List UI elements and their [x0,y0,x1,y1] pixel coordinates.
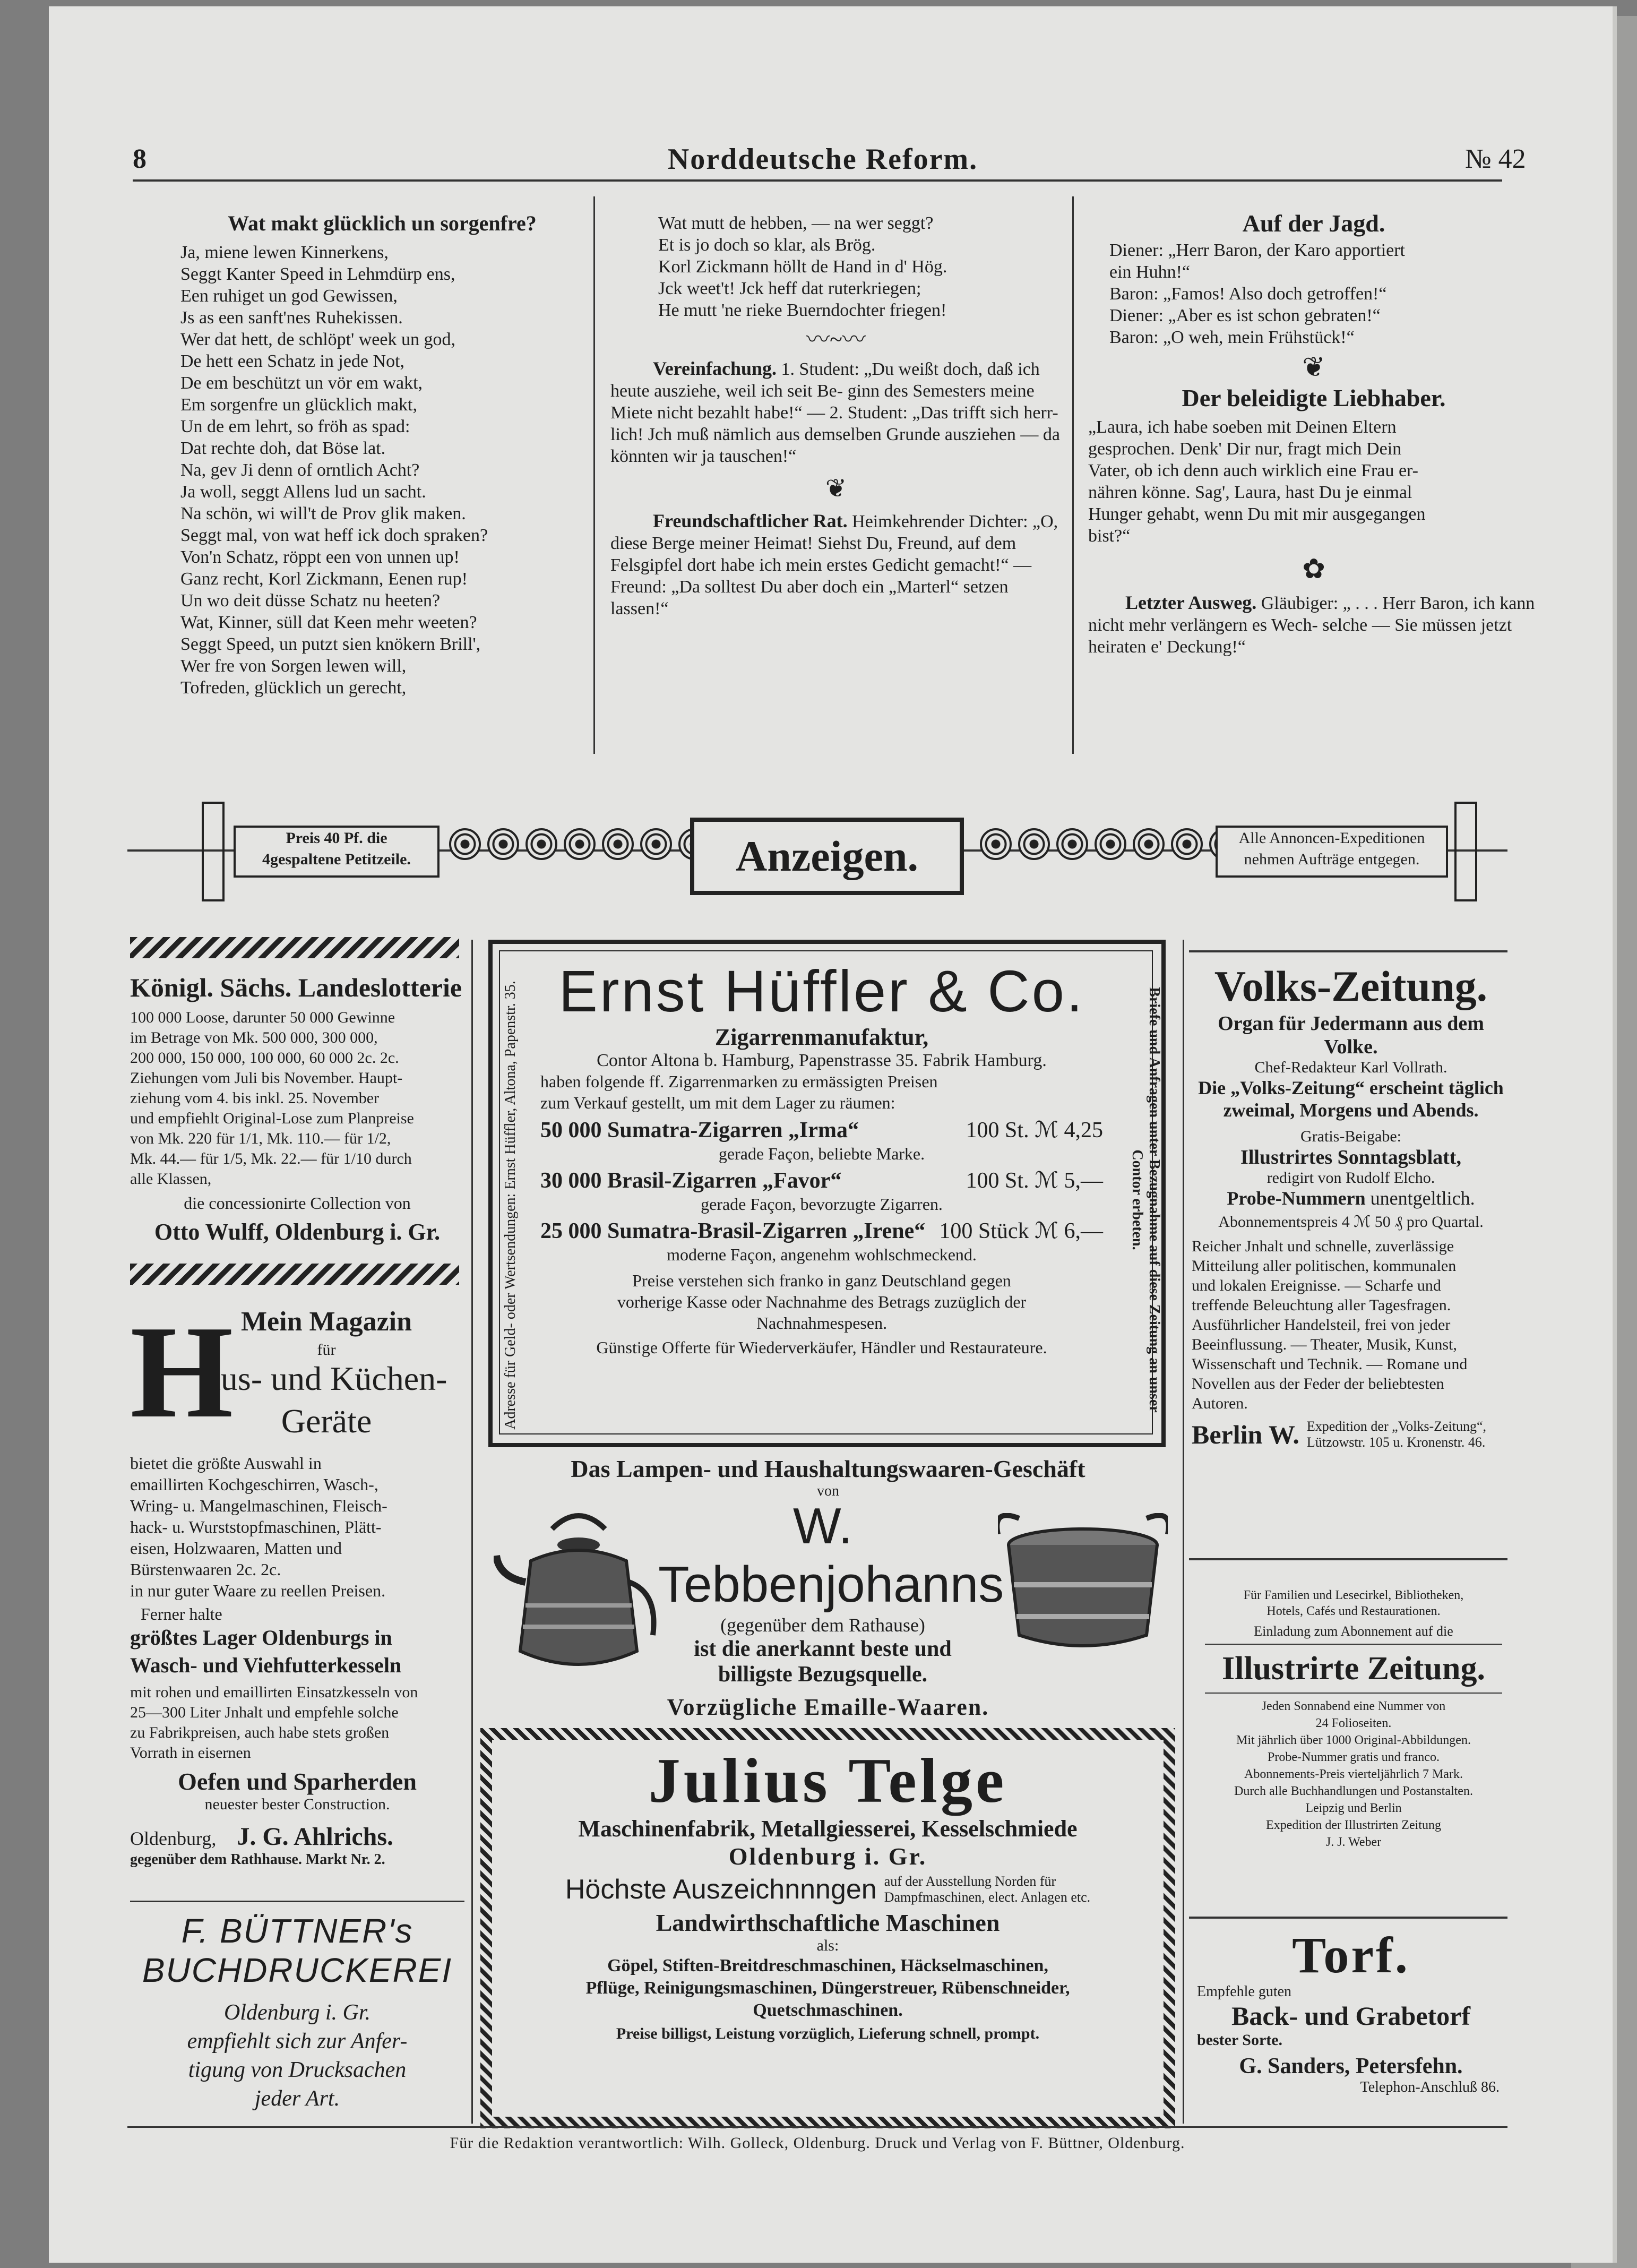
poem-line: Jck weet't! Jck heff dat ruterkriegen; [658,279,921,298]
magazin-line: eisen, Holzwaaren, Matten und [130,1539,342,1558]
magazin-neuester: neuester bester Construction. [204,1796,390,1813]
volks-line: Novellen aus der Feder der beliebtesten [1192,1375,1444,1393]
hueffler-outro-line: Nachnahmespesen. [756,1313,888,1333]
hueffler-outro [540,1270,1103,1334]
illustr-top-2: Hotels, Cafés und Restaurationen. [1266,1604,1441,1618]
anzeigen-title: Anzeigen. [690,818,964,895]
expedition-line: Alle Annoncen-Expeditionen [1238,829,1425,847]
buettner-line: empfiehlt sich zur Anfer- [187,2029,408,2054]
lottery-body [130,1008,464,1189]
volks-l2: Chef-Redakteur Karl Vollrath. [1254,1059,1448,1076]
poem-line: Wer fre von Sorgen lewen will, [180,656,407,676]
buettner-line: tigung von Drucksachen [188,2058,407,2082]
illustr-top-1: Für Familien und Lesecirkel, Bibliotheken, [1243,1588,1464,1602]
lottery-line: 200 000, 150 000, 100 000, 60 000 2c. 2c. [130,1049,399,1067]
text-line: Heimkehrender [852,512,964,531]
magazin-l1: Mein Magazin [240,1307,412,1337]
illustr-line: Jeden Sonnabend eine Nummer von [1261,1699,1446,1713]
volks-exp [1307,1419,1486,1450]
volks-l3: Die „Volks-Zeitung“ erscheint täglich [1198,1077,1504,1098]
price-box [234,826,440,878]
flourish-icon: 〰︎~〰︎ [806,327,866,353]
magazin-city-line [130,1822,464,1851]
torf-l5: Telephon-Anschluß 86. [1360,2079,1500,2095]
telge-list [501,1955,1155,2022]
text-line: 1. Student: „Du weißt [781,359,939,379]
poem-line: Et is jo doch so klar, als Brög. [658,235,876,255]
illustr-line: Durch alle Buchhandlungen und Postanstalten. [1234,1784,1473,1798]
poem-line: Js as een sanft'nes Ruhekissen. [180,308,403,328]
cauldron-icon [998,1513,1168,1672]
magazin-city: Oldenburg, [130,1828,217,1849]
hueffler-items [540,1116,1103,1265]
poem-line: Wat mutt de hebben, — na wer seggt? [658,213,934,233]
poem-line: Un wo deit düsse Schatz nu heeten? [180,591,441,611]
bird-ornament-icon: ❦ [1302,353,1325,383]
text-line: Du, Freund, auf dem Felsgipfel dort habe ich [610,534,1016,575]
text-line: Diener: „Aber es ist schon gebraten!“ [1109,306,1381,325]
volks-l6: Illustrirtes Sonntagsblatt, [1240,1146,1461,1169]
volks-berlin-line [1192,1419,1510,1450]
hueffler-item-name: 50 000 Sumatra-Zigarren „Irma“ [540,1118,859,1142]
telge-l3 [501,1874,1155,1905]
magazin-line: zu Fabrikpreisen, auch habe stets großen [130,1724,390,1741]
column-rule-1 [593,196,595,754]
lottery-firm: Otto Wulff, Oldenburg i. Gr. [154,1219,441,1245]
magazin-big2: Wasch- und Viehfutterkesseln [130,1653,402,1677]
ad-rule [130,1901,464,1902]
poem-line: Seggt Kanter Speed in Lehmdürp ens, [180,264,455,284]
telge-l3b-line: Dampfmaschinen, elect. Anlagen etc. [884,1889,1091,1905]
hueffler-outro-line: Preise verstehen sich franko in ganz Deutschland gegen [632,1271,1011,1290]
poem-line: Un de em lehrt, so fröh as spad: [180,417,410,436]
hueffler-item-price: 100 St. ℳ 4,25 [966,1118,1103,1142]
lottery-title: Königl. Sächs. Landeslotterie [130,973,462,1002]
hueffler-intro-line: haben folgende ff. Zigarrenmarken zu ermässigten Preisen [540,1072,938,1091]
text-line: ginn des Semesters meine Miete nicht bezahlt [610,381,1035,423]
issue-number: № 42 [1465,144,1526,174]
magazin-line: emaillirten Kochgeschirren, Wasch-, [130,1475,378,1494]
humor-title-jagd: Auf der Jagd. [1242,210,1385,237]
text-line: gesprochen. Denk' Dir nur, fragt mich Dein [1088,439,1402,459]
magazin-line: 25—300 Liter Jnhalt und empfehle solche [130,1704,399,1721]
lottery-sub: die concessionirte Collection von [184,1193,411,1213]
buettner-body [130,1998,464,2113]
telge-line: Göpel, Stiften-Breitdreschmaschinen, Häckselmaschinen, [607,1956,1048,1975]
ad-column-rule-2 [1183,940,1184,2124]
hueffler-item-row [540,1167,1103,1195]
illustr-body [1205,1698,1502,1851]
hueffler-title: Ernst Hüffler & Co. [558,959,1085,1024]
lottery-ad [130,972,464,1245]
poem-line: Em sorgenfre un glücklich makt, [180,395,417,415]
illustr-line: J. J. Weber [1325,1835,1382,1849]
ad-rule [1189,950,1507,952]
telge-last: Preise billigst, Leistung vorzüglich, Lieferung schnell, prompt. [616,2025,1040,2042]
text-line: Dichter: „O, diese Berge meiner Heimat! Siehst [610,512,1058,553]
volks-line: Autoren. [1192,1395,1248,1412]
text-line: ausziehen — da könnten wir ja tauschen!“ [610,425,1060,466]
column-rule-2 [1072,196,1074,754]
lottery-line: und empfiehlt Original-Lose zum Planpreise [130,1110,414,1127]
text-line: doch, daß ich heute ausziehe, weil ich seit Be- [610,359,1040,401]
poem-line: Wer dat hett, de schlöpt' week un god, [180,330,455,349]
hueffler-item-desc: gerade Façon, beliebte Marke. [718,1144,925,1163]
torf-title: Torf. [1292,1927,1410,1983]
magazin-l4: Geräte [281,1402,372,1440]
ad-rule [1189,1558,1507,1560]
price-line: Preis 40 Pf. die [286,829,387,847]
text-line: Hunger gehabt, wenn Du mit mir ausgegangen [1088,504,1426,524]
anecdote-column [610,212,1062,620]
magazin-line: Bürstenwaaren 2c. 2c. [130,1560,281,1579]
kettle-icon [494,1497,664,1688]
banner-pillar-left [202,802,225,901]
hueffler-intro [540,1071,1103,1113]
telge-l3a: Höchste Auszeichnnngen [565,1874,877,1905]
bird-ornament-icon: ❦ [825,475,847,503]
magazin-initial: H [130,1299,234,1446]
poem-line: He mutt 'ne rieke Buerndochter friegen! [658,300,947,320]
volks-exp-line: Expedition der „Volks-Zeitung“, [1306,1419,1487,1434]
poem-line: Een ruhiget un god Gewissen, [180,286,398,306]
volks-l7: redigirt von Rudolf Elcho. [1266,1169,1435,1187]
tebben-l3: ist die anerkannt beste und [694,1637,952,1661]
text-line: Baron, ich kann nicht mehr verlängern es Wech- [1088,594,1535,635]
poem-line: Ganz recht, Korl Zickmann, Eenen rup! [180,569,468,589]
magazin-line: Wring- u. Mangelmaschinen, Fleisch- [130,1496,387,1515]
text-line: Gläubiger: „ . . . Herr [1261,594,1416,613]
buettner-ad [130,1911,464,2113]
telge-line: Quetschmaschinen. [753,2000,903,2020]
hueffler-item [540,1217,1103,1265]
text-line: lich! Jch muß nämlich aus demselben Grunde [610,425,941,444]
poem-line: Korl Zickmann höllt de Hand in d' Hög. [658,257,947,277]
magazin-body2 [130,1682,464,1763]
zigzag-ornament [130,937,459,958]
page-number: 8 [133,144,147,174]
poem-title: Wat makt glücklich un sorgenfre? [228,211,537,235]
buettner-line: jeder Art. [254,2086,340,2111]
poem-line: Ja, miene lewen Kinnerkens, [180,243,389,262]
text-line: solltest Du aber doch ein „Marterl“ setzen lassen!“ [610,577,1009,618]
hueffler-side-right: Briefe und Anfragen unter Bezugnahme auf diese Zeitung an unser Contor erbeten. [1129,987,1162,1413]
volks-l9: Abonnementspreis 4 ℳ 50 ₰ pro Quartal. [1218,1213,1484,1231]
hueffler-item [540,1116,1103,1164]
magazin-ad [130,1299,464,1868]
hueffler-content [540,960,1103,1358]
humor-title-liebhaber: Der beleidigte Liebhaber. [1182,384,1446,411]
illustr-line: Probe-Nummer gratis und franco. [1268,1750,1440,1764]
humor-body-jagd [1088,239,1539,348]
tebben-l2: (gegenüber dem Rathause) [720,1614,925,1636]
tebben-l4: billigste Bezugsquelle. [718,1662,928,1687]
torf-l3: bester Sorte. [1197,2031,1283,2049]
tebben-l5: Vorzügliche Emaille-Waaren. [667,1694,989,1720]
footer-rule [127,2126,1507,2128]
text-line: mein erstes Gedicht gemacht!“ — Freund: „Da [610,555,1032,597]
hueffler-offerte: Günstige Offerte für Wiederverkäufer, Händler und Restaurateure. [596,1338,1047,1357]
volks-line: Reicher Jnhalt und schnelle, zuverlässige [1192,1238,1454,1255]
poem-line: Ja woll, seggt Allens lud un sacht. [180,482,426,502]
lottery-line: im Betrage von Mk. 500 000, 300 000, [130,1029,378,1046]
illustr-line: Mit jährlich über 1000 Original-Abbildungen. [1236,1733,1471,1747]
footer-imprint: Für die Redaktion verantwortlich: Wilh. Golleck, Oldenburg. Druck und Verlag von F. Büttner, Oldenburg. [450,2134,1185,2152]
magazin-oefen: Oefen und Sparherden [178,1768,417,1795]
telge-content [492,1740,1164,2049]
text-line: Vater, ob ich denn auch wirklich eine Frau er- [1088,461,1418,480]
lottery-line: von Mk. 220 für 1/1, Mk. 110.— für 1/2, [130,1130,391,1147]
lottery-line: ziehung vom 4. bis inkl. 25. November [130,1089,380,1107]
volks-ad [1192,961,1510,1450]
telge-l3b-line: auf der Ausstellung Norden für [884,1874,1056,1889]
illustr-ad [1205,1587,1502,1851]
banner-pillar-right [1454,802,1477,901]
illustr-line: Expedition der Illustrirten Zeitung [1266,1818,1441,1832]
text-line: nähren könne. Sag', Laura, hast Du je einmal [1088,483,1412,502]
volks-l8b: unentgeltlich. [1370,1188,1475,1209]
torf-l4: G. Sanders, Petersfehn. [1239,2054,1463,2078]
text-line: Diener: „Herr Baron, der Karo apportiert [1109,240,1405,260]
poem-line: De hett een Schatz in jede Not, [180,351,405,371]
poem-line: Na schön, wi will't de Prov glik maken. [180,504,466,523]
telge-l3b [884,1874,1090,1905]
text-line: habe!“ — 2. Student: „Das trifft sich herr- [754,403,1058,423]
magazin-ferner: Ferner halte [141,1604,222,1623]
tebben-name: W. Tebbenjohanns [658,1498,1004,1613]
buettner-l2: BUCHDRUCKEREI [142,1951,453,1989]
volks-line: und lokalen Ereignisse. — Scharfe und [1192,1277,1441,1294]
zigzag-ornament [130,1264,459,1285]
anecdote-rat [610,510,1062,620]
volks-l4: zweimal, Morgens und Abends. [1223,1099,1479,1121]
telge-ad [480,1728,1175,2128]
magazin-firm: J. G. Ahlrichs. [237,1823,394,1851]
masthead-title: Norddeutsche Reform. [667,143,978,176]
text-line: selche — Sie müssen jetzt heiraten e' Deckung!“ [1088,615,1512,657]
magazin-line: in nur guter Waare zu reellen Preisen. [130,1581,386,1600]
poem-line: De em beschützt un vör em wakt, [180,373,423,393]
torf-ad [1192,1927,1510,2096]
hueffler-side-left: Adresse für Geld- oder Wertsendungen: Ernst Hüffler, Altona, Papenstr. 35. [502,981,519,1430]
tebben-l1: Das Lampen- und Haushaltungswaaren-Geschäft [571,1455,1085,1482]
tebben-center [658,1497,1004,1687]
telge-line: Pflüge, Reinigungsmaschinen, Düngerstreuer, Rübenschneider, [585,1978,1070,1998]
telge-l2: Oldenburg i. Gr. [728,1843,927,1870]
poem-ending [610,212,1062,321]
volks-line: Wissenschaft und Technik. — Romane und [1192,1355,1468,1373]
volks-line: Ausführlicher Handelsteil, frei von jeder [1192,1316,1451,1334]
text-line: bist?“ [1088,526,1131,546]
hueffler-item-price: 100 Stück ℳ 6,— [939,1219,1103,1243]
expedition-box [1216,826,1448,878]
volks-exp-line: Lützowstr. 105 u. Kronenstr. 46. [1306,1434,1486,1450]
torf-l2: Back- und Grabetorf [1231,2001,1470,2031]
poem-lines [180,242,584,699]
hueffler-item-name: 30 000 Brasil-Zigarren „Favor“ [540,1169,842,1193]
hueffler-item [540,1167,1103,1214]
volks-berlin: Berlin W. [1192,1420,1299,1449]
volks-line: Mitteilung aller politischen, kommunalen [1192,1257,1457,1275]
poem-line: Von'n Schatz, röppt een von unnen up! [180,547,460,567]
poem-column [180,212,584,699]
flower-ornament-icon: ✿ [1302,554,1325,585]
poem-line: Na, gev Ji denn of orntlich Acht? [180,460,420,480]
text-line: ein Huhn!“ [1109,262,1191,282]
expedition-line: nehmen Aufträge entgegen. [1244,850,1420,868]
ad-column-rule-1 [471,940,473,2124]
illustr-line: Abonnements-Preis vierteljährlich 7 Mark. [1244,1767,1463,1781]
volks-l5: Gratis-Beigabe: [1300,1128,1401,1145]
hueffler-addr: Contor Altona b. Hamburg, Papenstrasse 35. Fabrik Hamburg. [597,1051,1047,1070]
volks-l8a: Probe-Nummern [1227,1188,1366,1209]
telge-l4: Landwirthschaftliche Maschinen [656,1909,1000,1936]
magazin-line: mit rohen und emaillirten Einsatzkesseln von [130,1683,418,1701]
magazin-body [130,1453,464,1601]
illustr-line: 24 Folioseiten. [1315,1716,1392,1730]
magazin-big1: größtes Lager Oldenburgs in [130,1626,392,1650]
volks-title: Volks-Zeitung. [1214,962,1488,1010]
lottery-line: alle Klassen, [130,1170,212,1188]
magazin-line: bietet die größte Auswahl in [130,1454,322,1473]
lottery-line: Ziehungen vom Juli bis November. Haupt- [130,1069,403,1087]
hueffler-item-desc: moderne Façon, angenehm wohlschmeckend. [667,1245,977,1264]
hueffler-item-row [540,1217,1103,1245]
tebben-ad [488,1455,1168,1731]
illustr-line: Leipzig und Berlin [1305,1801,1402,1815]
magazin-l2: für [317,1341,336,1359]
poem-line: Seggt Speed, un putzt sien knökern Brill', [180,634,481,654]
hueffler-item-price: 100 St. ℳ 5,— [966,1169,1103,1193]
lottery-line: Mk. 44.— für 1/5, Mk. 22.— für 1/10 durch [130,1150,412,1167]
humor-ausweg [1088,592,1539,658]
header-rule [133,179,1502,182]
humor-title-ausweg: Letzter Ausweg. [1125,592,1257,613]
poem-line: Seggt mal, von wat heff ick doch spraken? [180,526,488,545]
poem-line: Dat rechte doh, dat Böse lat. [180,439,386,458]
volks-l1: Organ für Jedermann aus dem Volke. [1218,1012,1484,1058]
volks-body [1192,1236,1510,1413]
text-line: „Laura, ich habe soeben mit Deinen Eltern [1088,417,1397,437]
buettner-line: Oldenburg i. Gr. [223,2000,371,2025]
poem-line: Wat, Kinner, süll dat Keen mehr weeten? [180,613,477,632]
magazin-addr: gegenüber dem Rathhause. Markt Nr. 2. [130,1851,385,1868]
humor-column [1088,212,1539,658]
ad-rule [1189,1917,1507,1919]
hueffler-item-name: 25 000 Sumatra-Brasil-Zigarren „Irene“ [540,1219,926,1243]
hueffler-item-row [540,1116,1103,1144]
illustr-title: Illustrirte Zeitung. [1205,1644,1502,1694]
anzeigen-banner [127,791,1507,913]
tebben-von: von [817,1483,839,1499]
telge-als: als: [816,1937,839,1954]
volks-line: treffende Beleuchtung aller Tagesfragen. [1192,1296,1451,1314]
hueffler-outro-line: vorherige Kasse oder Nachnahme des Betrags zuzüglich der [617,1292,1027,1311]
humor-body-liebhaber [1088,416,1539,547]
volks-line: Beeinflussung. — Theater, Musik, Kunst, [1192,1336,1457,1353]
magazin-line: Vorrath in eisernen [130,1744,251,1762]
hueffler-ad [488,940,1166,1447]
magazin-l3: aus- und Küchen- [205,1360,447,1397]
telge-name: Julius Telge [648,1745,1007,1816]
poem-line: Tofreden, glücklich un gerecht, [180,678,407,698]
hueffler-sub: Zigarrenmanufaktur, [714,1024,929,1050]
telge-l1: Maschinenfabrik, Metallgiesserei, Kesselschmiede [578,1816,1078,1842]
magazin-line: hack- u. Wurststopfmaschinen, Plätt- [130,1517,382,1536]
hueffler-intro-line: zum Verkauf gestellt, um mit dem Lager zu räumen: [540,1093,895,1112]
anecdote-title: Vereinfachung. [653,358,777,379]
illustr-einl: Einladung zum Abonnement auf die [1254,1623,1453,1639]
torf-l1: Empfehle guten [1197,1983,1292,2000]
lottery-line: 100 000 Loose, darunter 50 000 Gewinne [130,1009,395,1026]
buettner-l1: F. BÜTTNER's [181,1912,413,1950]
price-line: 4gespaltene Petitzeile. [262,850,411,868]
anecdote-title: Freundschaftlicher Rat. [653,510,848,531]
volks-l8 [1192,1187,1510,1209]
hueffler-item-desc: gerade Façon, bevorzugte Zigarren. [701,1195,943,1214]
text-line: Baron: „Famos! Also doch getroffen!“ [1109,284,1387,304]
text-line: Baron: „O weh, mein Frühstück!“ [1109,328,1355,347]
anecdote-vereinfachung [610,358,1062,467]
